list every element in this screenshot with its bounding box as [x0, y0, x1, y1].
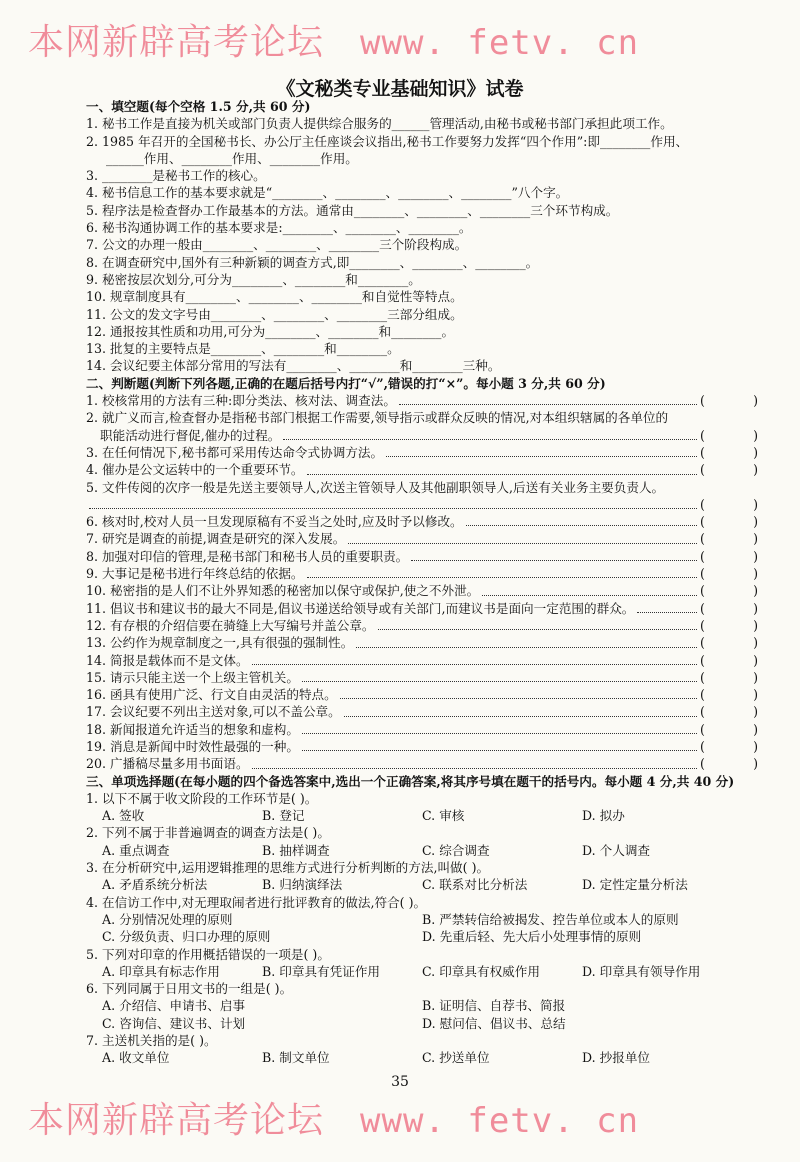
- fill-blank-line: 12. 通报按其性质和功用,可分为________、________和________。: [86, 323, 455, 339]
- fill-blank-line: 11. 公文的发文字号由________、________、________三部分组成。: [86, 306, 463, 322]
- bracket-open: (: [700, 444, 705, 460]
- leader-dots: [89, 496, 697, 509]
- choice-option[interactable]: D. 个人调查: [582, 842, 651, 858]
- choice-option[interactable]: A. 重点调查: [102, 842, 170, 858]
- bracket-close: ): [753, 531, 758, 547]
- choice-question-stem: 2. 下列不属于非普遍调查的调查方法是( )。: [86, 825, 330, 841]
- bracket-close: ): [753, 652, 758, 668]
- bracket-close: ): [753, 427, 758, 443]
- choice-option[interactable]: D. 拟办: [582, 808, 625, 824]
- answer-bracket[interactable]: [700, 600, 758, 617]
- judgment-text: 12. 有存根的介绍信要在骑缝上大写编号并盖公章。: [86, 617, 375, 633]
- bracket-open: (: [700, 531, 705, 547]
- bracket-open: (: [700, 669, 705, 685]
- bracket-open: (: [700, 514, 705, 530]
- choice-options-row: [86, 911, 758, 928]
- answer-bracket[interactable]: [700, 686, 758, 703]
- bracket-close: ): [753, 669, 758, 685]
- answer-bracket[interactable]: [700, 582, 758, 599]
- judgment-text: 18. 新闻报道允许适当的想象和虚构。: [86, 721, 299, 737]
- leader-dots: [344, 703, 697, 716]
- choice-option[interactable]: B. 归纳演绎法: [262, 877, 343, 893]
- leader-dots: [252, 652, 697, 665]
- bracket-close: ): [753, 756, 758, 772]
- answer-bracket[interactable]: [700, 444, 758, 461]
- bracket-close: ): [753, 496, 758, 512]
- choice-options-row: [86, 1049, 758, 1066]
- exam-content: [86, 98, 758, 1067]
- watermark-text: 本网新辟高考论坛: [28, 22, 325, 63]
- choice-option[interactable]: A. 签收: [102, 808, 145, 824]
- fill-blank-line: 8. 在调查研究中,国外有三种新颖的调查方式,即________、________、________。: [86, 254, 539, 270]
- bracket-close: ): [753, 583, 758, 599]
- judgment-item: [86, 738, 758, 755]
- choice-options-row: [86, 842, 758, 859]
- page-title: 《文秘类专业基础知识》试卷: [276, 78, 524, 100]
- bracket-close: ): [753, 721, 758, 737]
- section1-heading: 一、填空题(每个空格 1.5 分,共 60 分): [86, 99, 311, 114]
- choice-options-row: [86, 963, 758, 980]
- section1-body: [86, 115, 758, 374]
- bracket-open: (: [700, 496, 705, 512]
- judgment-text: 职能活动进行督促,催办的过程。: [100, 427, 281, 443]
- bracket-close: ): [753, 704, 758, 720]
- choice-option[interactable]: B. 印章具有凭证作用: [262, 963, 381, 979]
- judgment-item: [86, 721, 758, 738]
- judgment-item: [86, 582, 758, 599]
- answer-bracket[interactable]: [700, 427, 758, 444]
- fill-blank-line: 6. 秘书沟通协调工作的基本要求是:________、________、________。: [86, 220, 472, 236]
- section3-heading: 三、单项选择题(在每小题的四个备选答案中,选出一个正确答案,将其序号填在题干的括号内。每小题 4 分,共 40 分): [86, 773, 735, 789]
- leader-dots: [378, 617, 697, 630]
- choice-option[interactable]: C. 联系对比分析法: [422, 877, 528, 893]
- leader-dots: [637, 600, 697, 613]
- bracket-open: (: [700, 566, 705, 582]
- choice-option[interactable]: C. 综合调查: [422, 842, 490, 858]
- judgment-item: [86, 669, 758, 686]
- leader-dots: [399, 392, 697, 405]
- answer-bracket[interactable]: [700, 530, 758, 547]
- fill-blank-line: 5. 程序法是检查督办工作最基本的方法。通常由________、________、________三个环节构成。: [86, 202, 619, 218]
- bracket-open: (: [700, 583, 705, 599]
- judgment-item: [86, 565, 758, 582]
- judgment-text: 13. 公约作为规章制度之一,具有很强的强制性。: [86, 635, 354, 651]
- bracket-open: (: [700, 721, 705, 737]
- fill-blank-line: 13. 批复的主要特点是________、________和________。: [86, 341, 400, 357]
- answer-bracket[interactable]: [700, 513, 758, 530]
- judgment-item: [86, 496, 758, 513]
- choice-option[interactable]: A. 介绍信、申请书、启事: [102, 998, 246, 1014]
- choice-question-stem: 1. 以下不属于收文阶段的工作环节是( )。: [86, 790, 318, 806]
- fill-blank-line: ______作用、________作用、________作用。: [106, 150, 358, 166]
- judgment-text: 16. 函具有使用广泛、行文自由灵活的特点。: [86, 687, 337, 703]
- choice-question-stem: 6. 下列同属于日用文书的一组是( )。: [86, 981, 293, 997]
- judgment-item: [86, 530, 758, 547]
- bracket-open: (: [700, 652, 705, 668]
- judgment-text: 17. 会议纪要不列出主送对象,可以不盖公章。: [86, 704, 341, 720]
- judgment-text: 8. 加强对印信的管理,是秘书部门和秘书人员的重要职责。: [86, 548, 409, 564]
- answer-bracket[interactable]: [700, 617, 758, 634]
- bracket-close: ): [753, 566, 758, 582]
- bracket-open: (: [700, 393, 705, 409]
- leader-dots: [482, 582, 697, 595]
- judgment-item: [86, 600, 758, 617]
- bracket-open: (: [700, 617, 705, 633]
- judgment-text: 10. 秘密指的是人们不让外界知悉的秘密加以保守或保护,使之不外泄。: [86, 583, 480, 599]
- bracket-open: (: [700, 427, 705, 443]
- judgment-text: 7. 研究是调查的前提,调查是研究的深入发展。: [86, 531, 346, 547]
- section3-body: [86, 790, 758, 1067]
- judgment-item: [86, 703, 758, 720]
- fill-blank-line: 2. 1985 年召开的全国秘书长、办公厅主任座谈会议指出,秘书工作要努力发挥“四个作用”:即________作用、: [86, 133, 689, 149]
- leader-dots: [466, 513, 697, 526]
- answer-bracket[interactable]: [700, 652, 758, 669]
- page-number: 35: [391, 1074, 409, 1090]
- answer-bracket[interactable]: [700, 496, 758, 513]
- choice-question-stem: 5. 下列对印章的作用概括错误的一项是( )。: [86, 946, 330, 962]
- judgment-text: 6. 核对时,校对人员一旦发现原稿有不妥当之处时,应及时予以修改。: [86, 514, 463, 530]
- answer-bracket[interactable]: [700, 548, 758, 565]
- bracket-close: ): [753, 393, 758, 409]
- choice-options-row: [86, 1015, 758, 1032]
- choice-option[interactable]: B. 登记: [262, 808, 305, 824]
- judgment-text: 15. 请示只能主送一个上级主管机关。: [86, 669, 299, 685]
- judgment-item: [86, 392, 758, 409]
- bracket-open: (: [700, 687, 705, 703]
- judgment-item: [86, 461, 758, 478]
- bracket-close: ): [753, 635, 758, 651]
- bracket-close: ): [753, 687, 758, 703]
- judgment-item: [86, 409, 758, 426]
- judgment-item: [86, 444, 758, 461]
- judgment-item: [86, 513, 758, 530]
- choice-option[interactable]: D. 定性定量分析法: [582, 877, 688, 893]
- answer-bracket[interactable]: [700, 392, 758, 409]
- watermark-top: [28, 14, 639, 65]
- leader-dots: [340, 686, 697, 699]
- fill-blank-line: 14. 会议纪要主体部分常用的写法有________、________和________三种。: [86, 358, 501, 374]
- bracket-close: ): [753, 548, 758, 564]
- bracket-open: (: [700, 738, 705, 754]
- answer-bracket[interactable]: [700, 565, 758, 582]
- fill-blank-line: 1. 秘书工作是直接为机关或部门负责人提供综合服务的______管理活动,由秘书或秘书部门承担此项工作。: [86, 116, 673, 132]
- watermark-bottom: [28, 1092, 639, 1143]
- bracket-open: (: [700, 635, 705, 651]
- leader-dots: [302, 669, 697, 682]
- choice-options-row: [86, 997, 758, 1014]
- choice-question-stem: 3. 在分析研究中,运用逻辑推理的思维方式进行分析判断的方法,叫做( )。: [86, 860, 490, 876]
- answer-bracket[interactable]: [700, 461, 758, 478]
- choice-option[interactable]: B. 证明信、自荐书、简报: [422, 998, 566, 1014]
- judgment-text: 1. 校核常用的方法有三种:即分类法、核对法、调查法。: [86, 393, 396, 409]
- choice-question-stem: 7. 主送机关指的是( )。: [86, 1033, 217, 1049]
- choice-option[interactable]: C. 审核: [422, 808, 465, 824]
- choice-question-stem: 4. 在信访工作中,对无理取闹者进行批评教育的做法,符合( )。: [86, 894, 427, 910]
- judgment-text: 3. 在任何情况下,秘书都可采用传达命令式协调方法。: [86, 444, 384, 460]
- fill-blank-line: 10. 规章制度具有________、________、________和自觉性等特点。: [86, 289, 463, 305]
- watermark-text: 本网新辟高考论坛: [28, 1100, 325, 1141]
- leader-dots: [411, 548, 697, 561]
- judgment-text: 20. 广播稿尽量多用书面语。: [86, 756, 249, 772]
- fill-blank-line: 4. 秘书信息工作的基本要求就是“________、________、________、________”八个字。: [86, 185, 569, 201]
- leader-dots: [348, 530, 697, 543]
- judgment-text: 9. 大事记是秘书进行年终总结的依据。: [86, 566, 304, 582]
- judgment-text: 11. 倡议书和建议书的最大不同是,倡议书递送给领导或有关部门,而建议书是面向一定范围的群众。: [86, 600, 635, 616]
- choice-option[interactable]: B. 制文单位: [262, 1050, 330, 1066]
- leader-dots: [302, 738, 697, 751]
- bracket-close: ): [753, 738, 758, 754]
- choice-option[interactable]: C. 抄送单位: [422, 1050, 490, 1066]
- choice-options-row: [86, 876, 758, 893]
- judgment-item: [86, 686, 758, 703]
- choice-option[interactable]: B. 严禁转信给被揭发、控告单位或本人的原则: [422, 911, 679, 927]
- bracket-close: ): [753, 514, 758, 530]
- judgment-item: [86, 548, 758, 565]
- leader-dots: [307, 461, 697, 474]
- answer-bracket[interactable]: [700, 634, 758, 651]
- judgment-text: 5. 文件传阅的次序一般是先送主要领导人,次送主管领导人及其他副职领导人,后送有关业务主要负责人。: [86, 479, 665, 495]
- judgment-item: [86, 652, 758, 669]
- leader-dots: [356, 634, 697, 647]
- judgment-text: 2. 就广义而言,检查督办是指秘书部门根据工作需要,领导指示或群众反映的情况,对本组织辖属的各单位的: [86, 410, 669, 426]
- choice-option[interactable]: D. 先重后轻、先大后小处理事情的原则: [422, 929, 642, 945]
- bracket-open: (: [700, 704, 705, 720]
- choice-option[interactable]: D. 印章具有领导作用: [582, 963, 701, 979]
- choice-option[interactable]: C. 印章具有权威作用: [422, 963, 540, 979]
- leader-dots: [386, 444, 697, 457]
- choice-option[interactable]: D. 抄报单位: [582, 1050, 651, 1066]
- choice-options-row: [86, 807, 758, 824]
- watermark-url: www. fetv. cn: [360, 1101, 640, 1141]
- bracket-close: ): [753, 617, 758, 633]
- judgment-text: 19. 消息是新闻中时效性最强的一种。: [86, 738, 299, 754]
- leader-dots: [307, 565, 697, 578]
- choice-option[interactable]: A. 收文单位: [102, 1050, 170, 1066]
- choice-option[interactable]: D. 慰问信、倡议书、总结: [422, 1015, 566, 1031]
- bracket-open: (: [700, 756, 705, 772]
- choice-options-row: [86, 928, 758, 945]
- answer-bracket[interactable]: [700, 738, 758, 755]
- bracket-close: ): [753, 600, 758, 616]
- answer-bracket[interactable]: [700, 755, 758, 772]
- leader-dots: [283, 427, 697, 440]
- leader-dots: [302, 721, 697, 734]
- judgment-item: [86, 427, 758, 444]
- answer-bracket[interactable]: [700, 721, 758, 738]
- bracket-close: ): [753, 462, 758, 478]
- judgment-text: 14. 简报是载体而不是文体。: [86, 652, 249, 668]
- judgment-text: 4. 催办是公文运转中的一个重要环节。: [86, 462, 304, 478]
- judgment-item: [86, 755, 758, 772]
- choice-option[interactable]: A. 分别情况处理的原则: [102, 911, 233, 927]
- judgment-item: [86, 634, 758, 651]
- judgment-item: [86, 617, 758, 634]
- choice-option[interactable]: B. 抽样调查: [262, 842, 330, 858]
- judgment-item: [86, 479, 758, 496]
- choice-option[interactable]: C. 咨询信、建议书、计划: [102, 1015, 246, 1031]
- answer-bracket[interactable]: [700, 703, 758, 720]
- leader-dots: [252, 755, 697, 768]
- choice-option[interactable]: C. 分级负责、归口办理的原则: [102, 929, 271, 945]
- watermark-url: www. fetv. cn: [360, 23, 640, 63]
- fill-blank-line: 7. 公文的办理一般由________、________、________三个阶段构成。: [86, 237, 468, 253]
- section2-heading: 二、判断题(判断下列各题,正确的在题后括号内打“√”,错误的打“×”。每小题 3 分,共 60 分): [86, 375, 606, 391]
- answer-bracket[interactable]: [700, 669, 758, 686]
- bracket-close: ): [753, 444, 758, 460]
- bracket-open: (: [700, 462, 705, 478]
- bracket-open: (: [700, 548, 705, 564]
- bracket-open: (: [700, 600, 705, 616]
- section2-body: [86, 392, 758, 773]
- fill-blank-line: 9. 秘密按层次划分,可分为________、________和________。: [86, 271, 421, 287]
- choice-option[interactable]: A. 矛盾系统分析法: [102, 877, 208, 893]
- choice-option[interactable]: A. 印章具有标志作用: [102, 963, 220, 979]
- fill-blank-line: 3. ________是秘书工作的核心。: [86, 168, 266, 184]
